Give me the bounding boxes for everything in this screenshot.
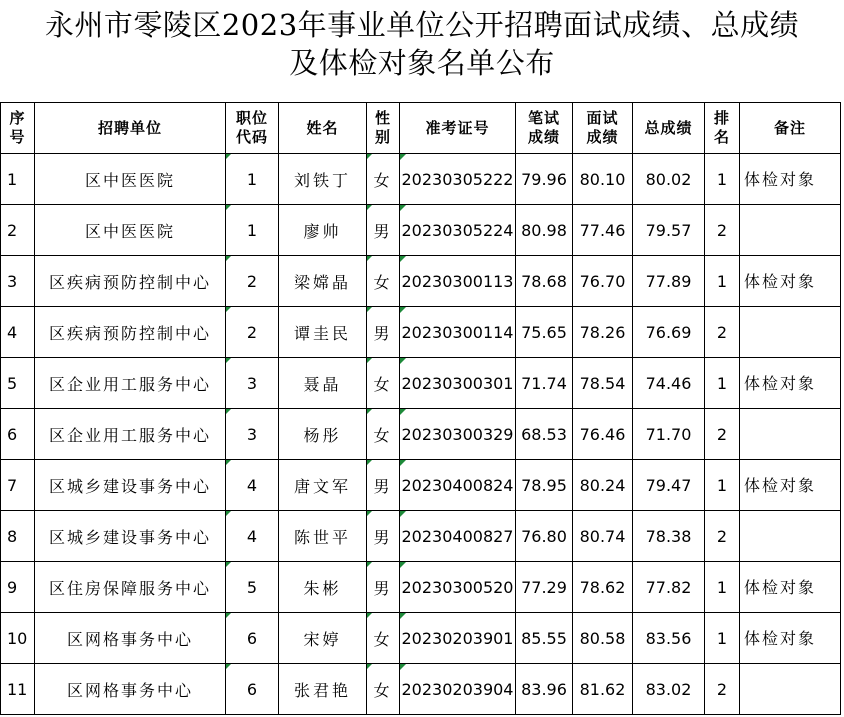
cell-rank: 2 (705, 664, 740, 715)
cell-gender: 女 (367, 409, 400, 460)
cell-total: 78.38 (633, 511, 705, 562)
results-table (0, 102, 841, 715)
cell-interview: 76.46 (573, 409, 633, 460)
cell-note: 体检对象 (740, 460, 841, 511)
cell-rank: 1 (705, 613, 740, 664)
cell-exam-no: 20230300301 (400, 358, 516, 409)
cell-unit: 区网格事务中心 (35, 613, 226, 664)
table-row (1, 409, 841, 460)
cell-interview: 78.62 (573, 562, 633, 613)
cell-unit: 区网格事务中心 (35, 664, 226, 715)
cell-note (740, 409, 841, 460)
cell-written: 71.74 (516, 358, 573, 409)
cell-name: 刘铁丁 (279, 154, 367, 205)
cell-rank: 2 (705, 307, 740, 358)
cell-name: 张君艳 (279, 664, 367, 715)
cell-total: 77.82 (633, 562, 705, 613)
table-row (1, 511, 841, 562)
table-row (1, 154, 841, 205)
cell-exam-no: 20230203901 (400, 613, 516, 664)
cell-interview: 80.74 (573, 511, 633, 562)
cell-unit: 区企业用工服务中心 (35, 409, 226, 460)
cell-interview: 81.62 (573, 664, 633, 715)
cell-interview: 80.10 (573, 154, 633, 205)
cell-unit: 区住房保障服务中心 (35, 562, 226, 613)
header-row (1, 103, 841, 154)
header-interview: 面试 成绩 (573, 103, 633, 154)
cell-exam-no: 20230203904 (400, 664, 516, 715)
cell-note: 体检对象 (740, 613, 841, 664)
cell-gender: 女 (367, 664, 400, 715)
cell-total: 77.89 (633, 256, 705, 307)
cell-gender: 女 (367, 358, 400, 409)
cell-name: 聂晶 (279, 358, 367, 409)
cell-exam-no: 20230400824 (400, 460, 516, 511)
table-row (1, 205, 841, 256)
cell-interview: 78.54 (573, 358, 633, 409)
cell-gender: 女 (367, 256, 400, 307)
cell-unit: 区中医医院 (35, 154, 226, 205)
cell-seq: 9 (1, 562, 35, 613)
cell-total: 79.57 (633, 205, 705, 256)
cell-code: 6 (226, 664, 279, 715)
table-row (1, 664, 841, 715)
cell-code: 3 (226, 409, 279, 460)
cell-code: 3 (226, 358, 279, 409)
cell-written: 78.95 (516, 460, 573, 511)
cell-gender: 男 (367, 460, 400, 511)
cell-unit: 区城乡建设事务中心 (35, 460, 226, 511)
header-name: 姓名 (279, 103, 367, 154)
cell-name: 梁嫦晶 (279, 256, 367, 307)
table-row (1, 358, 841, 409)
cell-total: 83.02 (633, 664, 705, 715)
table-row (1, 256, 841, 307)
table-row (1, 562, 841, 613)
cell-gender: 男 (367, 511, 400, 562)
cell-gender: 男 (367, 562, 400, 613)
table-row (1, 460, 841, 511)
cell-note (740, 307, 841, 358)
cell-gender: 女 (367, 154, 400, 205)
cell-code: 6 (226, 613, 279, 664)
header-note: 备注 (740, 103, 841, 154)
cell-written: 68.53 (516, 409, 573, 460)
cell-name: 朱彬 (279, 562, 367, 613)
cell-name: 陈世平 (279, 511, 367, 562)
cell-exam-no: 20230400827 (400, 511, 516, 562)
cell-exam-no: 20230300113 (400, 256, 516, 307)
cell-written: 79.96 (516, 154, 573, 205)
cell-written: 77.29 (516, 562, 573, 613)
header-unit: 招聘单位 (35, 103, 226, 154)
cell-note: 体检对象 (740, 154, 841, 205)
cell-written: 85.55 (516, 613, 573, 664)
cell-gender: 女 (367, 613, 400, 664)
header-gender: 性 别 (367, 103, 400, 154)
cell-rank: 1 (705, 154, 740, 205)
cell-note (740, 664, 841, 715)
cell-exam-no: 20230300520 (400, 562, 516, 613)
cell-code: 1 (226, 154, 279, 205)
cell-total: 76.69 (633, 307, 705, 358)
cell-rank: 2 (705, 205, 740, 256)
cell-seq: 8 (1, 511, 35, 562)
cell-rank: 1 (705, 358, 740, 409)
header-written: 笔试 成绩 (516, 103, 573, 154)
cell-rank: 2 (705, 511, 740, 562)
cell-note (740, 205, 841, 256)
cell-seq: 5 (1, 358, 35, 409)
cell-name: 廖帅 (279, 205, 367, 256)
cell-note: 体检对象 (740, 562, 841, 613)
cell-note: 体检对象 (740, 256, 841, 307)
cell-seq: 11 (1, 664, 35, 715)
cell-name: 杨彤 (279, 409, 367, 460)
cell-total: 83.56 (633, 613, 705, 664)
cell-written: 75.65 (516, 307, 573, 358)
header-exam-no: 准考证号 (400, 103, 516, 154)
header-rank: 排 名 (705, 103, 740, 154)
cell-exam-no: 20230305224 (400, 205, 516, 256)
table-row (1, 307, 841, 358)
cell-seq: 1 (1, 154, 35, 205)
cell-code: 4 (226, 460, 279, 511)
cell-total: 79.47 (633, 460, 705, 511)
cell-interview: 76.70 (573, 256, 633, 307)
cell-name: 唐文军 (279, 460, 367, 511)
cell-interview: 80.58 (573, 613, 633, 664)
cell-gender: 男 (367, 307, 400, 358)
cell-code: 2 (226, 307, 279, 358)
cell-gender: 男 (367, 205, 400, 256)
cell-unit: 区城乡建设事务中心 (35, 511, 226, 562)
header-seq: 序 号 (1, 103, 35, 154)
cell-seq: 2 (1, 205, 35, 256)
title-line-1: 永州市零陵区2023年事业单位公开招聘面试成绩、总成绩 (44, 8, 800, 42)
header-code: 职位 代码 (226, 103, 279, 154)
cell-rank: 1 (705, 256, 740, 307)
cell-seq: 10 (1, 613, 35, 664)
cell-exam-no: 20230300114 (400, 307, 516, 358)
cell-rank: 1 (705, 460, 740, 511)
cell-written: 76.80 (516, 511, 573, 562)
table-row (1, 613, 841, 664)
cell-note: 体检对象 (740, 358, 841, 409)
cell-note (740, 511, 841, 562)
cell-interview: 77.46 (573, 205, 633, 256)
header-total: 总成绩 (633, 103, 705, 154)
cell-written: 80.98 (516, 205, 573, 256)
cell-exam-no: 20230305222 (400, 154, 516, 205)
title-line-2: 及体检对象名单公布 (289, 46, 555, 80)
cell-written: 83.96 (516, 664, 573, 715)
cell-code: 5 (226, 562, 279, 613)
cell-seq: 6 (1, 409, 35, 460)
cell-unit: 区疾病预防控制中心 (35, 256, 226, 307)
cell-unit: 区企业用工服务中心 (35, 358, 226, 409)
page-title (0, 6, 844, 82)
cell-code: 1 (226, 205, 279, 256)
cell-seq: 4 (1, 307, 35, 358)
cell-rank: 1 (705, 562, 740, 613)
cell-code: 4 (226, 511, 279, 562)
cell-seq: 7 (1, 460, 35, 511)
cell-name: 宋婷 (279, 613, 367, 664)
cell-total: 74.46 (633, 358, 705, 409)
cell-rank: 2 (705, 409, 740, 460)
cell-exam-no: 20230300329 (400, 409, 516, 460)
cell-total: 80.02 (633, 154, 705, 205)
cell-interview: 80.24 (573, 460, 633, 511)
cell-unit: 区疾病预防控制中心 (35, 307, 226, 358)
cell-total: 71.70 (633, 409, 705, 460)
cell-name: 谭圭民 (279, 307, 367, 358)
cell-seq: 3 (1, 256, 35, 307)
cell-written: 78.68 (516, 256, 573, 307)
cell-code: 2 (226, 256, 279, 307)
cell-interview: 78.26 (573, 307, 633, 358)
cell-unit: 区中医医院 (35, 205, 226, 256)
